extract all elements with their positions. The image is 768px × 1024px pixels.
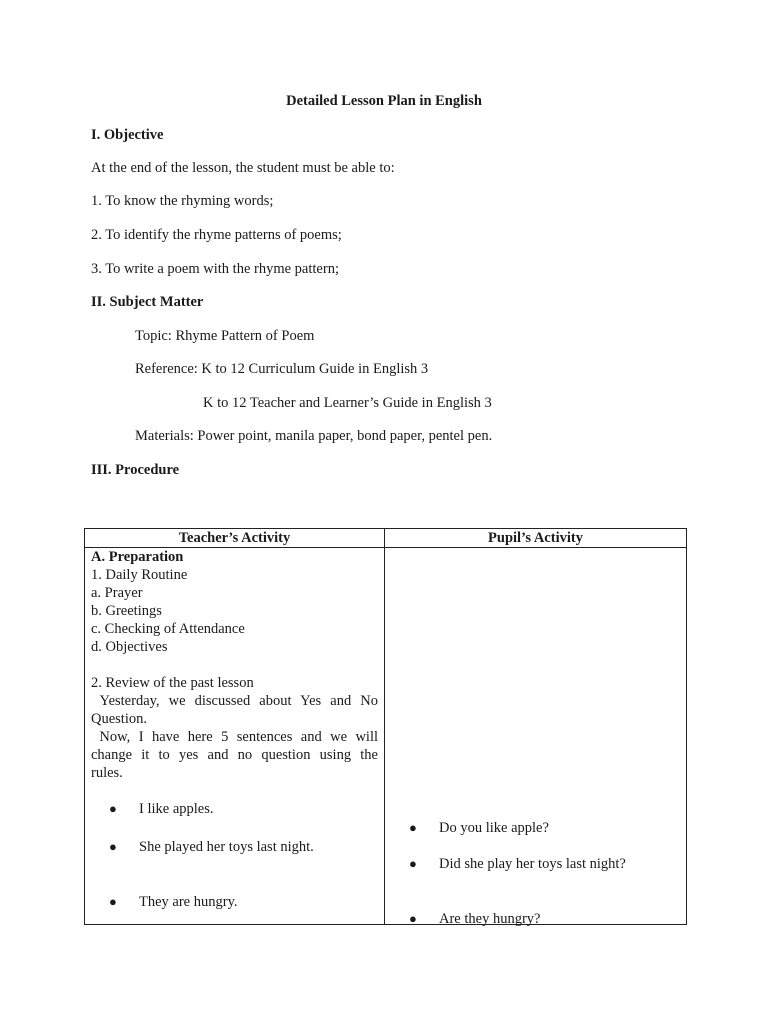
activity-table [84,528,687,925]
teacher-activity-header: Teacher’s Activity [85,529,385,548]
materials-line: Materials: Power point, manila paper, bond paper, pentel pen. [135,428,493,444]
subject-matter-heading: II. Subject Matter [91,294,204,310]
bullet-icon: ● [409,820,417,835]
review-line: change it to yes and no question using the [91,747,378,763]
review-title: 2. Review of the past lesson [91,675,254,691]
preparation-heading: A. Preparation [91,549,184,565]
review-line: Question. [91,711,147,727]
procedure-heading: III. Procedure [91,462,180,478]
pupil-activity-header: Pupil’s Activity [385,529,687,548]
review-line: Now, I have here 5 sentences and we will [91,729,378,745]
bullet-icon: ● [409,856,417,871]
objective-heading: I. Objective [91,127,164,143]
objective-item: 2. To identify the rhyme patterns of poems; [91,227,342,243]
bullet-icon: ● [109,894,117,909]
topic-line: Topic: Rhyme Pattern of Poem [135,328,315,344]
review-line: Yesterday, we discussed about Yes and No [91,693,378,709]
bullet-icon: ● [109,801,117,816]
review-line: rules. [91,765,123,781]
routine-item: b. Greetings [91,603,162,619]
reference-line: Reference: K to 12 Curriculum Guide in English 3 [135,361,429,377]
objective-item: 3. To write a poem with the rhyme pattern; [91,261,339,277]
daily-routine: 1. Daily Routine [91,567,188,583]
reference-line-2: K to 12 Teacher and Learner’s Guide in English 3 [203,395,492,411]
routine-item: d. Objectives [91,639,168,655]
teacher-activity-cell: A. Preparation 1. Daily Routine a. Prayer b. Greetings c. Checking of Attendance d. Objectives 2. Review of the past lesson Yesterday, we discussed about Yes and No Question. Now, I have here 5 sentences and we will change it to yes and no question using the rules. ● I like apples. ● She played her toys last night. ● They are hungry. [85,548,385,925]
objective-intro: At the end of the lesson, the student must be able to: [91,160,395,176]
routine-item: a. Prayer [91,585,143,601]
pupil-activity-cell: ● Do you like apple? ● Did she play her toys last night? ● Are they hungry? [385,548,687,925]
objective-item: 1. To know the rhyming words; [91,193,274,209]
bullet-icon: ● [109,839,117,854]
document-title: Detailed Lesson Plan in English [286,93,482,109]
bullet-icon: ● [409,911,417,926]
routine-item: c. Checking of Attendance [91,621,245,637]
